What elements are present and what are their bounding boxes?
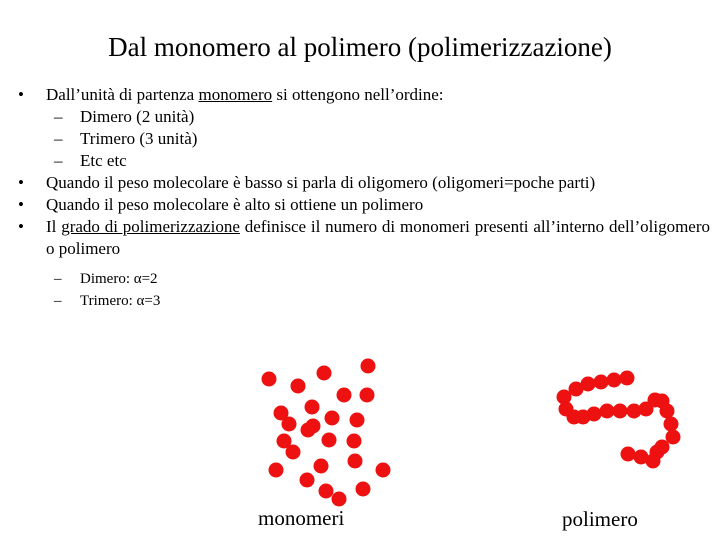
monomer-dot	[376, 463, 391, 478]
monomer-dot	[319, 484, 334, 499]
monomer-dot	[305, 400, 320, 415]
polymer-bead	[660, 404, 675, 419]
monomer-dot	[291, 379, 306, 394]
sub-item-text: Trimero: α=3	[80, 293, 161, 309]
polymer-caption: polimero	[562, 507, 638, 531]
polymer-chain-group	[557, 371, 681, 469]
monomer-dot	[314, 459, 329, 474]
bullet-1-text-after: si ottengono nell’ordine:	[272, 85, 444, 104]
polymer-bead	[664, 417, 679, 432]
monomer-dot	[360, 388, 375, 403]
monomer-dot	[269, 463, 284, 478]
bullet-4-text-after: definisce il numero di monomeri presenti all’interno dell’oligomero o polimero	[46, 217, 711, 258]
dash-mark: –	[54, 107, 63, 126]
bullet-4-text-before: Il	[46, 217, 62, 236]
polymer-bead	[600, 404, 615, 419]
bullet-mark: •	[18, 173, 24, 192]
monomer-dot	[361, 359, 376, 374]
monomer-dot	[317, 366, 332, 381]
polymer-bead	[621, 447, 636, 462]
monomer-dots-group	[262, 359, 391, 507]
polymer-bead	[607, 373, 622, 388]
monomer-dot	[337, 388, 352, 403]
sub-item-text: Trimero (3 unità)	[80, 129, 198, 148]
monomer-dot	[356, 482, 371, 497]
monomer-dot	[300, 473, 315, 488]
bullet-mark: •	[18, 195, 24, 214]
monomer-dot	[325, 411, 340, 426]
monomer-dot	[262, 372, 277, 387]
monomer-dot	[301, 423, 316, 438]
polymer-bead	[594, 375, 609, 390]
bullet-1-text-before: Dall’unità di partenza	[46, 85, 199, 104]
bullet-4-underlined: grado di polimerizzazione	[61, 217, 240, 236]
bullet-mark: •	[18, 217, 24, 236]
polymer-bead	[587, 407, 602, 422]
dash-mark: –	[54, 129, 63, 148]
monomer-dot	[322, 433, 337, 448]
dash-mark: –	[54, 271, 62, 287]
monomers-caption: monomeri	[258, 506, 345, 530]
bullet-3-text: Quando il peso molecolare è alto si ottiene un polimero	[46, 195, 424, 214]
monomer-dot	[350, 413, 365, 428]
polymer-bead	[620, 371, 635, 386]
dash-mark: –	[54, 293, 62, 309]
monomer-dot	[282, 417, 297, 432]
dash-mark: –	[54, 151, 63, 170]
bullet-1-underlined: monomero	[198, 85, 273, 104]
sub-item-text: Dimero (2 unità)	[80, 107, 195, 126]
bullet-2-text: Quando il peso molecolare è basso si parla di oligomero (oligomeri=poche parti)	[46, 173, 596, 192]
monomer-dot	[348, 454, 363, 469]
polymer-bead	[634, 450, 649, 465]
monomer-dot	[332, 492, 347, 507]
bullet-mark: •	[18, 85, 24, 104]
monomer-dot	[286, 445, 301, 460]
sub-item-text: Dimero: α=2	[80, 271, 158, 287]
monomer-dot	[347, 434, 362, 449]
slide-title: Dal monomero al polimero (polimerizzazione)	[108, 32, 612, 62]
polymer-bead	[613, 404, 628, 419]
sub-item-text: Etc etc	[80, 151, 127, 170]
